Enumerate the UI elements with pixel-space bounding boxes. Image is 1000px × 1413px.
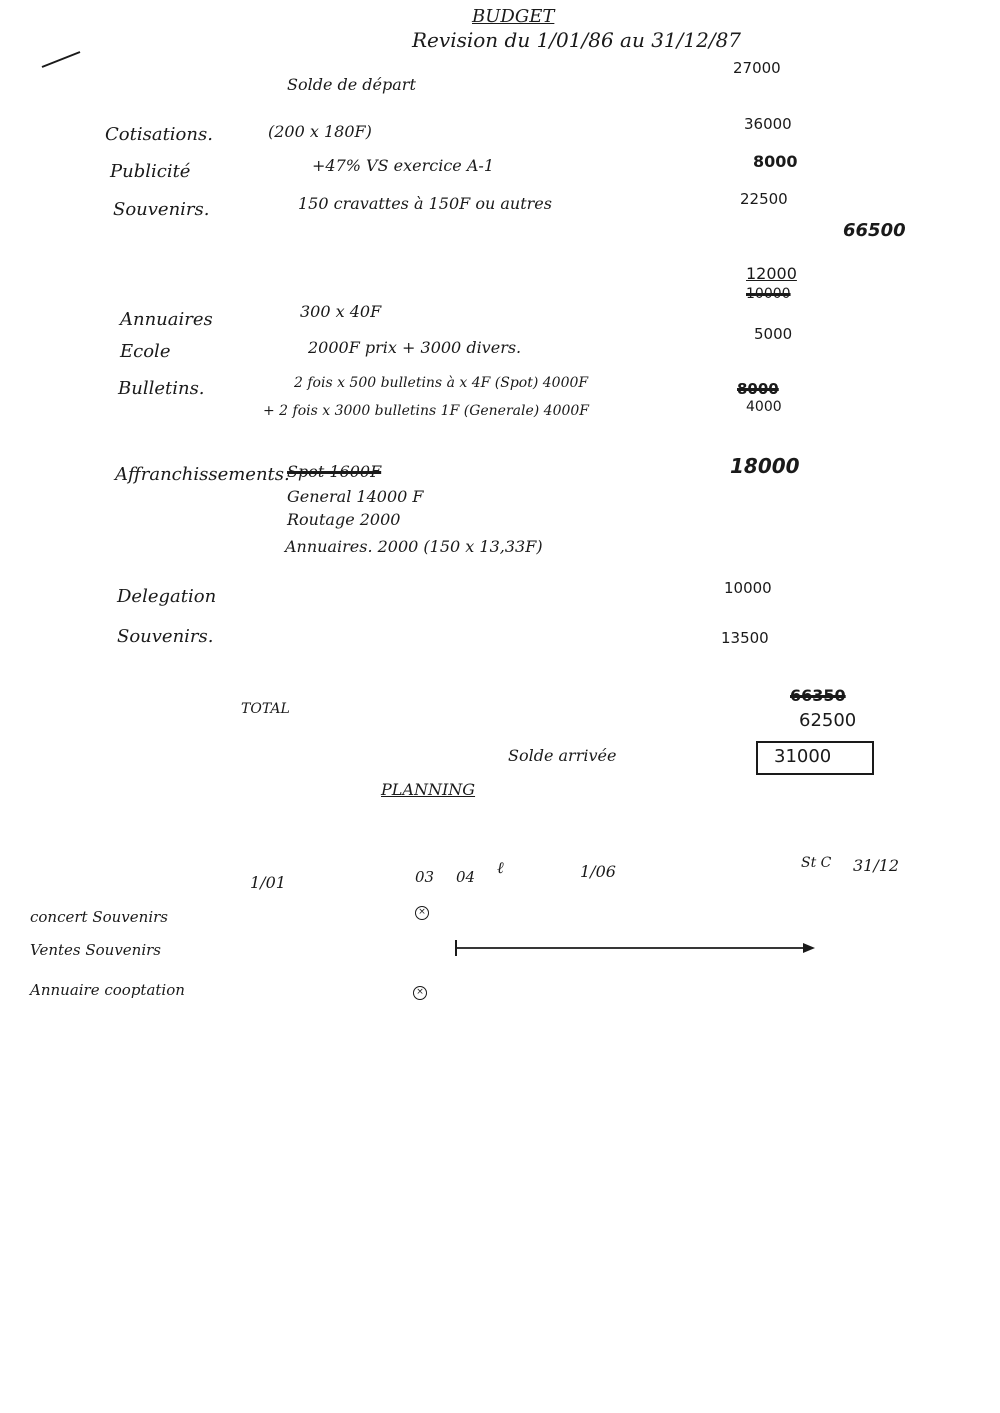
total-struck: 66350 <box>790 686 846 705</box>
expenses-top-struck: 10000 <box>746 286 791 302</box>
planning-date-4: 1/06 <box>580 862 616 881</box>
expense-detail-annuaires: 300 x 40F <box>300 302 382 321</box>
expense-struck-bulletins: 8000 <box>737 380 779 398</box>
expense-amount-souvenirs: 13500 <box>721 629 769 647</box>
expense-sub-annuaires: Annuaires. 2000 (150 x 13,33F) <box>285 537 543 556</box>
planning-date-1: 1/01 <box>250 873 286 892</box>
planning-marker-concert: × <box>415 906 429 920</box>
expense-detail-bulletins: 2 fois x 500 bulletins à x 4F (Spot) 4000F <box>294 375 589 391</box>
expense-amount-ecole: 5000 <box>754 325 793 343</box>
planning-row-ventes: Ventes Souvenirs <box>30 941 162 959</box>
income-detail-souvenirs: 150 cravattes à 150F ou autres <box>298 194 552 213</box>
expense-label-affranchissements: Affranchissements. <box>115 464 290 485</box>
total-label: TOTAL <box>241 701 290 717</box>
planning-marker-annuaire: × <box>413 986 427 1000</box>
budget-period: Revision du 1/01/86 au 31/12/87 <box>412 28 742 52</box>
planning-mark: ℓ <box>497 858 504 877</box>
stray-mark <box>42 52 80 67</box>
income-detail-cotisations: (200 x 180F) <box>268 122 372 141</box>
income-label-publicite: Publicité <box>110 161 191 182</box>
planning-title: PLANNING <box>381 780 476 799</box>
expense-label-souvenirs: Souvenirs. <box>117 626 214 647</box>
opening-label: Solde de départ <box>287 75 416 94</box>
income-amount-cotisations: 36000 <box>744 115 792 133</box>
planning-date-2: 03 <box>415 868 435 886</box>
total-amount: 62500 <box>799 710 857 731</box>
planning-row-annuaire: Annuaire cooptation <box>30 981 185 999</box>
expense-amount-delegation: 10000 <box>724 579 772 597</box>
expense-label-delegation: Delegation <box>117 586 217 607</box>
expense-detail-struck-affranchissements: Spot 1600F <box>287 462 382 481</box>
income-label-cotisations: Cotisations. <box>105 124 213 145</box>
expense-sub-routage: Routage 2000 <box>287 510 401 529</box>
closing-amount: 31000 <box>774 746 832 767</box>
planning-date-5: St C <box>801 855 832 871</box>
expense-detail2-bulletins: + 2 fois x 3000 bulletins 1F (Generale) 4000F <box>263 403 590 419</box>
expense-amount-affranchissements: 18000 <box>730 454 800 478</box>
expense-label-bulletins: Bulletins. <box>118 378 205 399</box>
planning-row-concert: concert Souvenirs <box>30 908 168 926</box>
expense-amount-bulletins: 4000 <box>746 399 782 415</box>
expenses-top-amount: 12000 <box>746 264 797 283</box>
timeline-arrow-head <box>803 943 815 953</box>
income-amount-publicite-value: 8000 <box>753 152 798 171</box>
expense-detail-ecole: 2000F prix + 3000 divers. <box>308 338 522 357</box>
expense-sub-general: General 14000 F <box>287 487 424 506</box>
planning-date-3: 04 <box>456 868 476 886</box>
closing-label: Solde arrivée <box>508 746 617 765</box>
budget-title: BUDGET <box>472 6 555 27</box>
income-amount-souvenirs: 22500 <box>740 190 788 208</box>
income-total: 66500 <box>843 220 906 241</box>
planning-date-6: 31/12 <box>853 856 900 875</box>
expense-label-ecole: Ecole <box>120 341 171 362</box>
income-detail-publicite: +47% VS exercice A-1 <box>312 156 494 175</box>
opening-amount: 27000 <box>733 59 781 77</box>
expense-label-annuaires: Annuaires <box>120 309 213 330</box>
income-label-souvenirs: Souvenirs. <box>113 199 210 220</box>
